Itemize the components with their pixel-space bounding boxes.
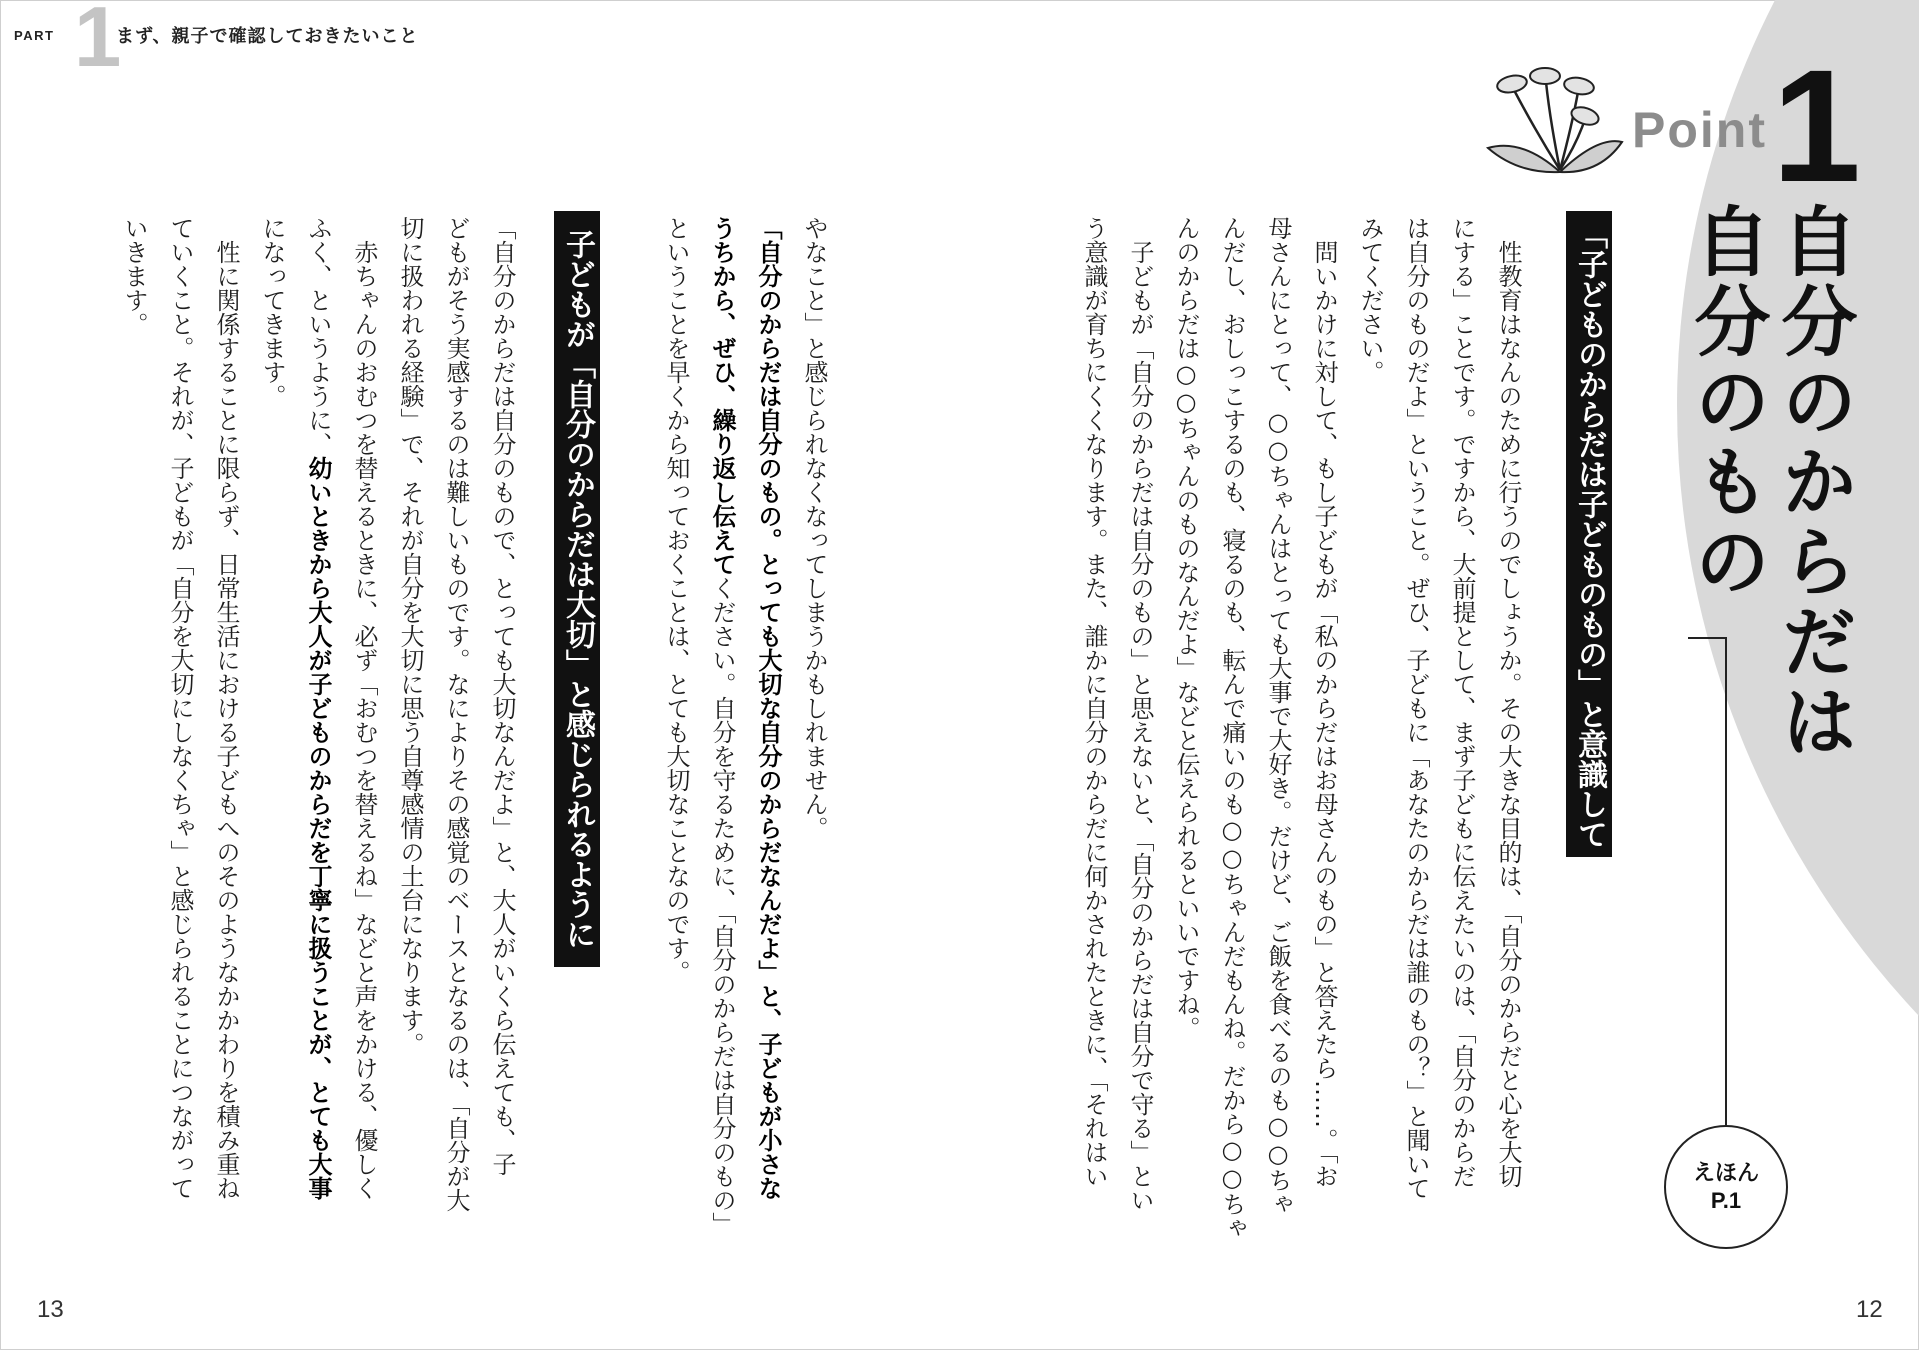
text-segment: 子どもが「自分のからだは自分のもの」と思えないと、「自分のからだは自分で守る」とい: [1126, 216, 1154, 1212]
plant-cap: [1530, 68, 1560, 84]
book-reference-page: P.1: [1710, 1188, 1742, 1213]
body-column: [653, 216, 699, 1296]
body-column: [341, 216, 387, 1296]
body-column: [1301, 216, 1347, 1296]
text-segment: 性教育はなんのために行うのでしょうか。その大きな目的は、「自分のからだと心を大切: [1494, 216, 1522, 1188]
page-number-right: 12: [1856, 1296, 1883, 1323]
body-column: [1255, 216, 1301, 1296]
text-segment: ください。自分を守るために、「自分のからだは自分のもの」: [708, 576, 736, 1236]
text-segment: やなこと」と感じられなくなってしまうかもしれません。: [800, 216, 828, 840]
point-number: 1: [1772, 36, 1861, 215]
text-segment: みてください。: [1356, 216, 1384, 384]
right-page-body: [1071, 216, 1531, 1296]
plant-leaf: [1488, 146, 1560, 172]
text-segment: になってきます。: [258, 216, 286, 408]
body-column: [1117, 216, 1163, 1296]
body-column: [1347, 216, 1393, 1296]
body-column: [1485, 216, 1531, 1296]
text-segment: ということを早くから知っておくことは、とても大切なことなのです。: [662, 216, 690, 984]
text-segment: は自分のものだよ」ということ。ぜひ、子どもに「あなたのからだは誰のもの？」と聞いて: [1402, 216, 1430, 1200]
body-column: [1439, 216, 1485, 1296]
text-segment: どもがそう実感するのは難しいものです。なによりその感覚のベースとなるのは、「自分が大: [442, 216, 470, 1212]
point-label: Point: [1632, 102, 1767, 158]
text-segment: 赤ちゃんのおむつを替えるときに、必ず「おむつを替えるね」などと声をかける、優しく: [350, 216, 378, 1200]
bold-text-segment: 「自分のからだは自分のもの。とっても大切な自分のからだなんだよ」と、子どもが小さな: [754, 216, 782, 1200]
body-column: [387, 216, 433, 1296]
plant-icon: [1480, 60, 1630, 185]
body-column: [295, 216, 341, 1296]
bold-text-segment: 幼いときから大人が子どものからだを丁寧に扱うことが、とても大事: [304, 456, 332, 1200]
body-column: [203, 216, 249, 1296]
page-number-left: 13: [37, 1296, 64, 1323]
book-reference-label: えほん: [1692, 1161, 1759, 1186]
text-segment: 母さんにとって、○○ちゃんはとっても大事で大好き。だけど、ご飯を食べるのも○○ちゃ: [1264, 216, 1292, 1216]
connector-line: [1688, 637, 1727, 639]
part-number: 1: [74, 0, 122, 85]
left-page-body: [111, 216, 525, 1296]
plant-cap: [1496, 73, 1529, 95]
section-heading: 子どもが「自分のからだは大切」と感じられるように: [554, 211, 600, 967]
body-column: [699, 216, 745, 1296]
title-line: 自分のもの: [1682, 202, 1771, 602]
text-segment: んだし、おしっこするのも、寝るのも、転んで痛いのも○○ちゃんだもんね。だから○○ちゃ: [1218, 216, 1246, 1240]
body-column: [1163, 216, 1209, 1296]
text-segment: 「自分のからだは自分のもので、とっても大切なんだよ」と、大人がいくら伝えても、子: [488, 216, 516, 1176]
body-column: [1209, 216, 1255, 1296]
body-column: [433, 216, 479, 1296]
text-segment: にする」ことです。ですから、大前提として、まず子どもに伝えたいのは、「自分のからだ: [1448, 216, 1476, 1188]
title-line: 自分のからだは: [1769, 202, 1858, 762]
plant-cap: [1563, 76, 1595, 97]
text-segment: ていくこと。それが、子どもが「自分を大切にしなくちゃ」と感じられることにつながって: [166, 216, 194, 1200]
left-page-body-continued: [653, 216, 837, 1296]
text-segment: んのからだは○○ちゃんのものなんだよ」などと伝えられるといいですね。: [1172, 216, 1200, 1040]
body-column: [479, 216, 525, 1296]
body-column: [157, 216, 203, 1296]
body-column: [745, 216, 791, 1296]
text-segment: 問いかけに対して、もし子どもが「私のからだはお母さんのもの」と答えたら……。「お: [1310, 216, 1338, 1188]
body-column: [111, 216, 157, 1296]
body-column: [249, 216, 295, 1296]
text-segment: 性に関係することに限らず、日常生活における子どもへのそのようなかかわりを積み重ね: [212, 216, 240, 1200]
body-column: [791, 216, 837, 1296]
text-segment: う意識が育ちにくくなります。また、誰かに自分のからだに何かされたときに、「それはい: [1080, 216, 1108, 1188]
part-label: PART: [14, 28, 55, 43]
body-column: [1071, 216, 1117, 1296]
bold-text-segment: うちから、ぜひ、繰り返し伝えて: [708, 216, 736, 576]
text-segment: いきます。: [120, 216, 148, 336]
part-title: まず、親子で確認しておきたいこと: [116, 26, 419, 47]
text-segment: 切に扱われる経験」で、それが自分を大切に思う自尊感情の土台になります。: [396, 216, 424, 1056]
text-segment: ふく、というように、: [304, 216, 332, 456]
book-reference-badge: [1664, 1125, 1788, 1249]
body-column: [1393, 216, 1439, 1296]
connector-line: [1725, 637, 1727, 1125]
section-heading: 「子どものからだは子どものもの」と意識して: [1566, 211, 1612, 857]
